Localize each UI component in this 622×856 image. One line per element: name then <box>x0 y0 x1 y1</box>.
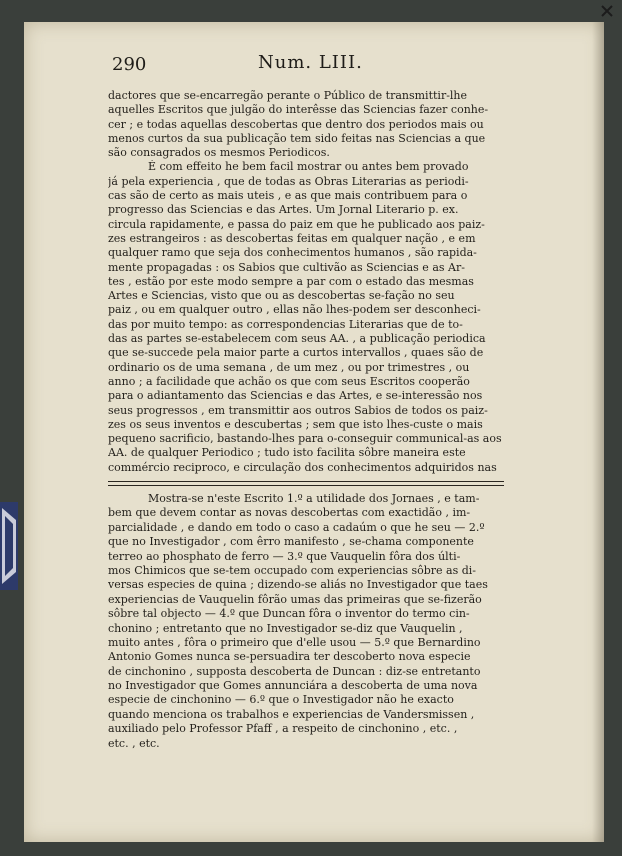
text-line: dactores que se-encarregão perante o Público de transmittir-lhe <box>108 89 468 102</box>
text-line: das as partes se-estabelecem com seus AA. , a publicação periodica <box>108 332 486 346</box>
text-line: zes estrangeiros : as descobertas feitas em qualquer nação , e em <box>108 231 476 245</box>
text-line: das por muito tempo: as correspondencias Literarias que de to- <box>108 317 463 331</box>
footnote-line: no Investigador que Gomes annunciára a descoberta de uma nova <box>108 679 478 693</box>
footnote-line: etc. , etc. <box>108 736 160 750</box>
footnote-line: versas especies de quina ; dizendo-se aliás no Investigador que taes <box>108 578 488 592</box>
text-line: pequeno sacrificio, bastando-lhes para o-conseguir communical-as aos <box>108 432 502 446</box>
footnote-line: parcialidade , e dando em todo o caso a cadaúm o que he seu — 2.º <box>108 520 485 534</box>
main-text-block <box>108 89 504 475</box>
text-line: Artes e Sciencias, visto que ou as descobertas se-fação no seu <box>108 289 455 303</box>
text-line: zes os seus inventos e descubertas ; sem que isto lhes-custe o mais <box>108 417 483 431</box>
footnote-line: muito antes , fôra o primeiro que d'elle usou — 5.º que Bernardino <box>108 635 481 649</box>
footnote-line: bem que devem contar as novas descobertas com exactidão , im- <box>108 506 471 520</box>
text-line: cer ; e todas aquellas descobertas que dentro dos periodos mais ou <box>108 117 484 131</box>
footnote-line: especie de cinchonino — 6.º que o Investigador não he exacto <box>108 693 454 707</box>
text-line: que se-succede pela maior parte a curtos intervallos , quaes são de <box>108 346 484 360</box>
text-line: progresso das Sciencias e das Artes. Um Jornal Literario p. ex. <box>108 203 459 217</box>
text-line: É com effeito he bem facil mostrar ou antes bem provado <box>148 160 469 174</box>
text-line: cas são de certo as mais uteis , e as que mais contribuem para o <box>108 189 468 203</box>
footnote-line: experiencias de Vauquelin fôrão umas das primeiras que se-fizerão <box>108 592 482 606</box>
footnote-line: Antonio Gomes nunca se-persuadira ter descoberto nova especie <box>108 650 471 664</box>
page-header <box>112 52 492 80</box>
corner-mark-icon <box>600 4 614 18</box>
footnote-line: que no Investigador , com êrro manifesto , se-chama componente <box>108 535 474 549</box>
footnote-line: quando menciona os trabalhos e experiencias de Vandersmissen , <box>108 707 475 721</box>
footnote-line: mos Chimicos que se-tem occupado com experiencias sôbre as di- <box>108 563 477 577</box>
footnote-line: chonino ; entretanto que no Investigador se-diz que Vauquelin , <box>108 621 463 635</box>
text-line: tes , estão por este modo sempre a par com o estado das mesmas <box>108 274 474 288</box>
text-line: mente propagadas : os Sabios que cultivão as Sciencias e as Ar- <box>108 260 465 274</box>
text-line: qualquer ramo que seja dos conhecimentos humanos , são rapida- <box>108 246 477 260</box>
running-head: Num. LIII. <box>258 52 363 73</box>
footnote-line: terreo ao phosphato de ferro — 3.º que Vauquelin fôra dos últi- <box>108 549 461 563</box>
footnote-rule <box>108 481 504 482</box>
ornament-bookmark <box>0 502 18 590</box>
page-number: 290 <box>112 54 147 75</box>
text-line: paiz , ou em qualquer outro , ellas não lhes-podem ser desconheci- <box>108 303 481 317</box>
footnote-text-block <box>108 492 504 751</box>
text-line: são consagrados os mesmos Periodicos. <box>108 146 330 160</box>
text-line: menos curtos da sua publicação tem sido feitas nas Sciencias a que <box>108 131 486 145</box>
text-line: já pela experiencia , que de todas as Obras Literarias as periodi- <box>108 174 469 188</box>
text-line: para o adiantamento das Sciencias e das Artes, e se-interessão nos <box>108 389 483 403</box>
page-gutter-shadow <box>592 22 604 842</box>
text-line: ordinario os de uma semana , de um mez , ou por trimestres , ou <box>108 360 470 374</box>
text-line: aquelles Escritos que julgão do interêsse das Sciencias fazer conhe- <box>108 103 489 117</box>
text-line: AA. de qualquer Periodico ; tudo isto facilita sôbre maneira este <box>108 446 466 460</box>
footnote-line: sôbre tal objecto — 4.º que Duncan fôra o inventor do termo cin- <box>108 607 470 621</box>
text-line: circula rapidamente, e passa do paiz em que he publicado aos paiz- <box>108 217 485 231</box>
footnote-line: auxiliado pelo Professor Pfaff , a respeito de cinchonino , etc. , <box>108 722 458 736</box>
text-line: anno ; a facilidade que achão os que com seus Escritos cooperão <box>108 374 470 388</box>
text-line: seus progressos , em transmittir aos outros Sabios de todos os paiz- <box>108 403 488 417</box>
text-line: commércio reciproco, e circulação dos conhecimentos adquiridos nas <box>108 460 497 474</box>
footnote-line: Mostra-se n'este Escrito 1.º a utilidade dos Jornaes , e tam- <box>148 492 480 505</box>
footnote-line: de cinchonino , supposta descoberta de Duncan : diz-se entretanto <box>108 664 481 678</box>
footnote-rule-thin <box>108 485 504 486</box>
